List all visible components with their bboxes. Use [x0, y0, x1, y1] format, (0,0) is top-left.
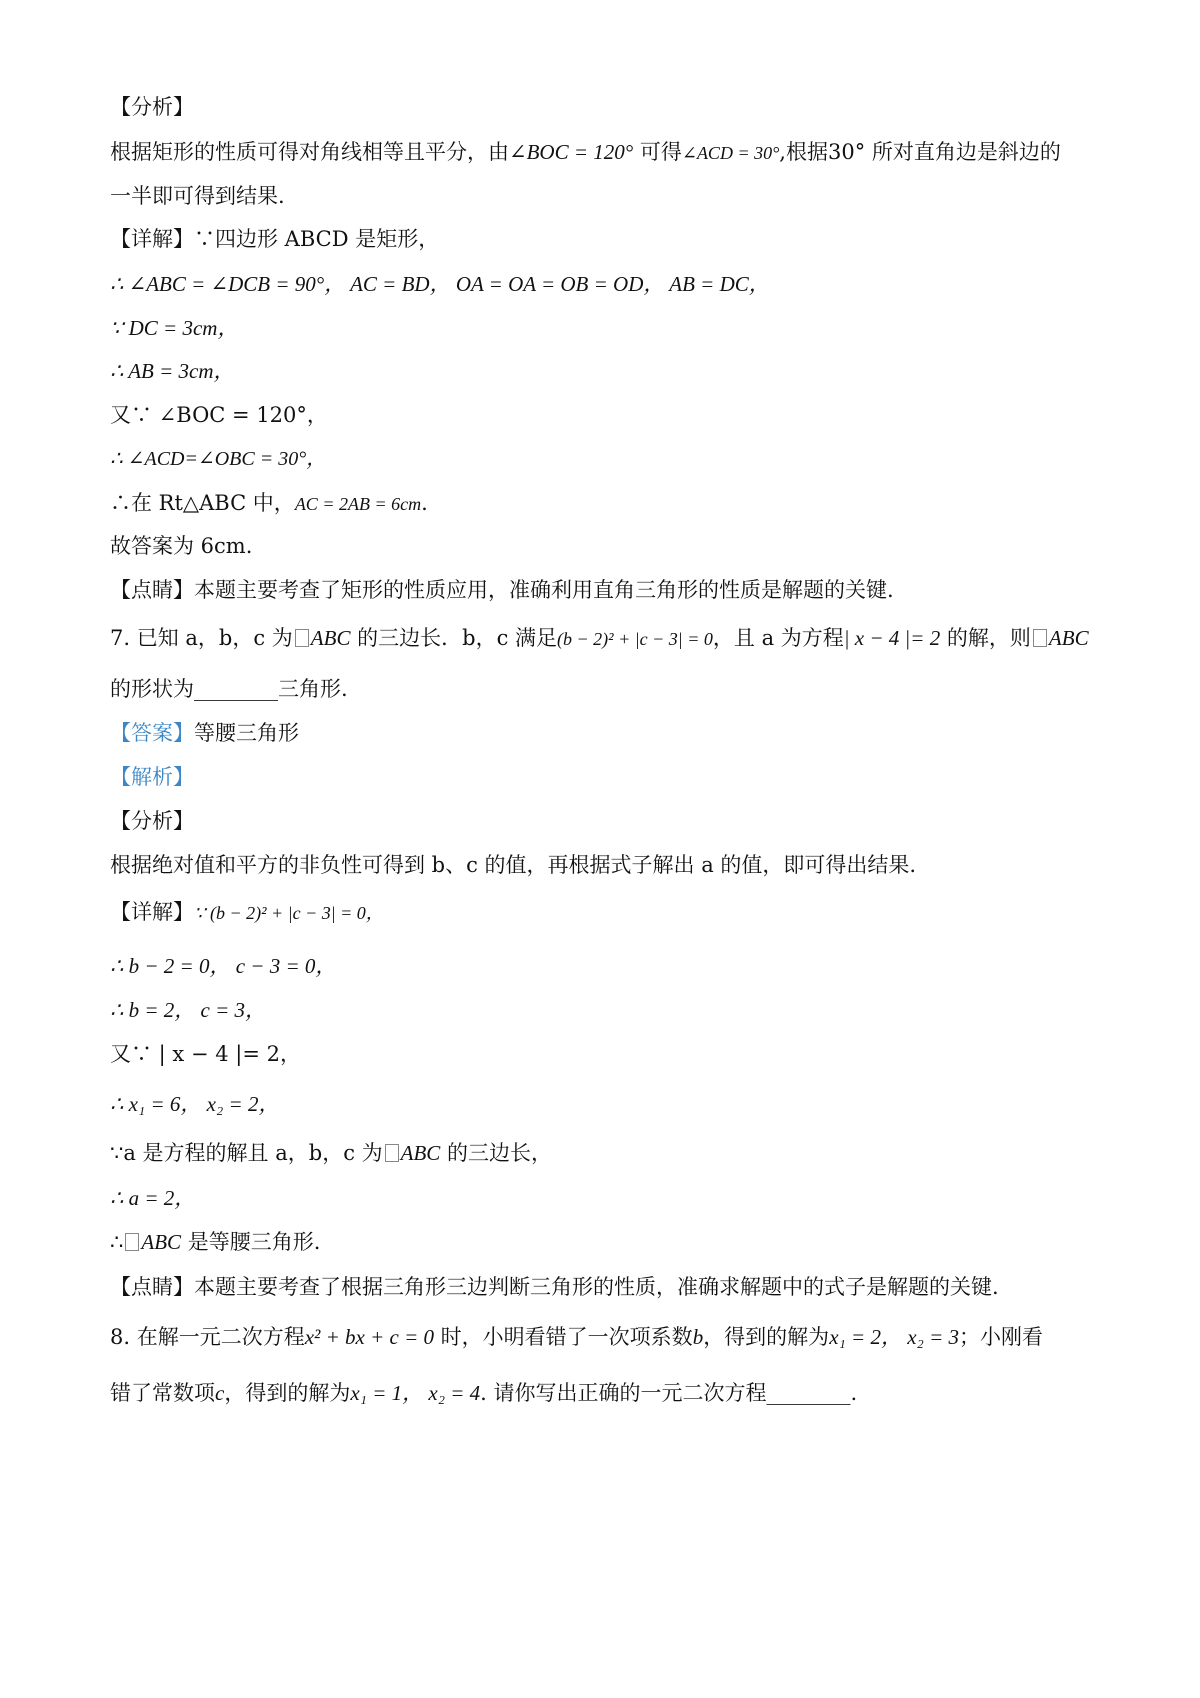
step-text: ∴	[110, 1230, 124, 1254]
step-line: ∴ a = 2，	[110, 1186, 196, 1210]
question-text: ，得到的解为	[224, 1381, 351, 1405]
math-roots: x₁ = 2， x₂ = 3	[829, 1325, 960, 1349]
step-line	[110, 488, 428, 519]
question-text: ，得到的解为	[703, 1325, 830, 1349]
dianjing-line	[110, 1272, 999, 1302]
question-text: ，且 a 为方程	[712, 626, 844, 650]
section-label-detail: 【详解】	[110, 227, 194, 251]
triangle-symbol-icon	[1033, 629, 1047, 647]
question-8-line-1	[110, 1322, 1043, 1352]
triangle-symbol-icon	[125, 1233, 139, 1251]
triangle-symbol-icon	[295, 629, 309, 647]
math-angle-boc: ∠BOC = 120°	[509, 140, 634, 164]
analysis-line: 根据绝对值和平方的非负性可得到 b、c 的值，再根据式子解出 a 的值，即可得出结果.	[110, 853, 917, 877]
answer-text: 等腰三角形	[194, 721, 299, 745]
analysis-text: ,根据30° 所对直角边是斜边的	[779, 140, 1061, 164]
step-text: ∴在 Rt△ABC 中，	[110, 491, 295, 515]
detail-text: ∵四边形 ABCD 是矩形，	[194, 227, 440, 251]
math-b: b	[692, 1325, 704, 1349]
step-line: ∴ x₁ = 6， x₂ = 2，	[110, 1092, 280, 1116]
math-quadratic: x² + bx + c = 0	[304, 1325, 434, 1349]
math-abc: ABC	[141, 1230, 182, 1254]
analysis-text: 根据矩形的性质可得对角线相等且平分，由	[110, 140, 509, 164]
note-text: 本题主要考查了矩形的性质应用，准确利用直角三角形的性质是解题的关键.	[194, 578, 894, 602]
step-line: 又∵ ∠BOC = 120°，	[110, 403, 328, 427]
answer-line	[110, 718, 299, 748]
question-text: 时，小明看错了一次项系数	[434, 1325, 693, 1349]
step-line: ∴ b − 2 = 0， c − 3 = 0，	[110, 954, 337, 978]
math-ac-equals: AC = 2AB = 6cm	[294, 494, 422, 514]
triangle-symbol-icon	[385, 1144, 399, 1162]
question-text: 错了常数项	[110, 1381, 215, 1405]
step-text: 是等腰三角形.	[181, 1230, 321, 1254]
math-abc: ABC	[400, 1141, 441, 1165]
step-line: 又∵ | x − 4 |= 2，	[110, 1042, 301, 1066]
step-text: 的三边长，	[440, 1141, 552, 1165]
section-label-answer: 【答案】	[110, 721, 194, 745]
question-8-line-2	[110, 1378, 857, 1408]
step-text: .	[421, 491, 428, 515]
math-roots: x₁ = 1， x₂ = 4	[350, 1381, 481, 1405]
question-text: 7. 已知 a，b，c 为	[110, 626, 293, 650]
analysis-line-1	[110, 137, 1061, 168]
step-line: 故答案为 6cm.	[110, 534, 253, 558]
section-label-detail: 【详解】	[110, 900, 194, 924]
math-abs-equation: | x − 4 |= 2	[843, 626, 941, 650]
analysis-text: 可得	[633, 140, 682, 164]
math-c: c	[215, 1381, 225, 1405]
math-abc: ABC	[310, 626, 351, 650]
step-line: ∴ ∠ACD=∠OBC = 30°，	[110, 448, 327, 470]
math-angle-acd: ∠ACD = 30°	[681, 143, 780, 163]
step-line: ∴ AB = 3cm，	[110, 359, 235, 383]
math-condition: ∵ (b − 2)² + |c − 3| = 0，	[194, 903, 384, 923]
question-text: 的三边长．b，c 满足	[350, 626, 558, 650]
question-text: 8. 在解一元二次方程	[110, 1325, 305, 1349]
section-label-note: 【点睛】	[110, 578, 194, 602]
section-label-analysis: 【分析】	[110, 95, 194, 119]
question-7-line-1	[110, 623, 1089, 654]
section-label-solution: 【解析】	[110, 765, 194, 789]
question-text: 的解，则	[940, 626, 1031, 650]
step-line: ∴ b = 2， c = 3，	[110, 998, 267, 1022]
dianjing-line	[110, 575, 894, 605]
step-line	[110, 1138, 552, 1168]
math-abc: ABC	[1048, 626, 1089, 650]
detail-line	[110, 224, 439, 254]
step-text: ∵a 是方程的解且 a，b，c 为	[110, 1141, 383, 1165]
section-label-note: 【点睛】	[110, 1275, 194, 1299]
question-text: . 请你写出正确的一元二次方程________.	[480, 1381, 858, 1405]
question-7-line-2: 的形状为________三角形.	[110, 677, 348, 701]
step-line	[110, 1227, 320, 1257]
question-text: ；小刚看	[959, 1325, 1044, 1349]
detail-line	[110, 897, 384, 928]
analysis-line-2: 一半即可得到结果.	[110, 184, 285, 208]
step-line: ∵ DC = 3cm，	[110, 316, 239, 340]
note-text: 本题主要考查了根据三角形三边判断三角形的性质，准确求解题中的式子是解题的关键.	[194, 1275, 999, 1299]
step-line: ∴ ∠ABC = ∠DCB = 90°， AC = BD， OA = OA = OB = OD， AB = DC，	[110, 272, 770, 296]
section-label-analysis: 【分析】	[110, 809, 194, 833]
math-condition: (b − 2)² + |c − 3| = 0	[557, 629, 713, 649]
